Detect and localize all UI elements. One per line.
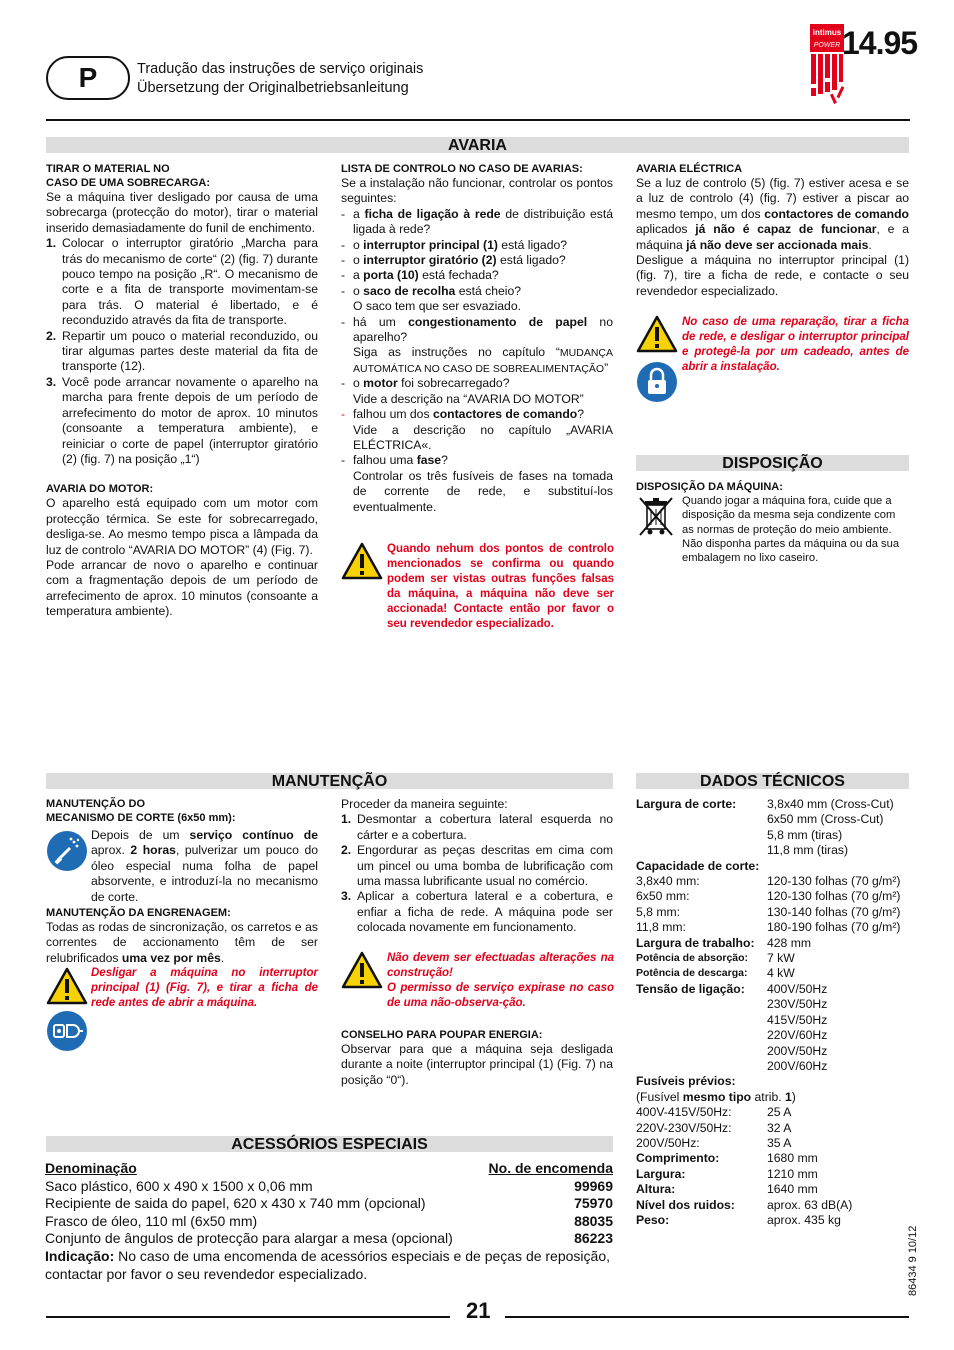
brand-sub-text: POWER bbox=[813, 42, 841, 49]
manutencao-column-2 bbox=[341, 797, 613, 936]
manutencao-engrenagem bbox=[46, 906, 318, 966]
heading-sobrecarga-2: CASO DE UMA SOBRECARGA: bbox=[46, 177, 210, 189]
list-item: 3. Aplicar a cobertura lateral e a cobertura, e enfiar a ficha de rede. A máquina pode ser colocada novamente em funcionamento. bbox=[341, 889, 613, 935]
checklist-item: - há um congestionamento de papel no aparelho? Siga as instruções no capítulo “MUDANÇA AUTOMÁTICA NO CASO DE SOBREALIMENTAÇÃO” bbox=[341, 314, 613, 375]
list-item: 2. Engordurar as peças descritas em cima com um pincel ou uma bomba de lubrificação com uma massa lubrificante usual no comércio. bbox=[341, 843, 613, 889]
avaria-warning-text: Quando nehum dos pontos de controlo mencionados se confirma ou quando podem ser vistas outras funções falsas da máquina, a máquina não deve ser accionada! Contacte então por favor o seu revendedor especializado. bbox=[387, 543, 614, 630]
item-text: Você pode arrancar novamente o aparelho na marcha para frente depois de um período de arrefecimento do motor de aprox. 10 minutos (consoante a temperatura ambiente), e reiniciar o corte de papel (interruptor giratório (2) (fig. 7) na posição „1“) bbox=[62, 374, 318, 466]
column-header: No. de encomenda bbox=[488, 1160, 613, 1176]
heading-sobrecarga: TIRAR O MATERIAL NO bbox=[46, 163, 170, 175]
list-item: 1. Desmontar a cobertura lateral esquerda no cárter e a cobertura. bbox=[341, 812, 613, 842]
section-bar-avaria: AVARIA bbox=[46, 137, 909, 153]
spec-row: Altura: 1640 mm bbox=[636, 1182, 818, 1197]
header-text bbox=[137, 60, 423, 98]
table-row: Saco plástico, 600 x 490 x 1500 x 0,06 mm 99969 bbox=[45, 1177, 613, 1194]
manutencao-corte-text: Depois de um serviço contínuo de aprox. 2 horas, pulverizar um pouco do óleo especial numa folha de papel absorvente, e introduzí-la no mecanismo de corte. bbox=[91, 828, 318, 904]
warning-icon bbox=[341, 951, 383, 993]
language-badge: P bbox=[46, 56, 130, 100]
footer-rule-left bbox=[46, 1316, 450, 1318]
electrical-warning-text: No caso de uma reparação, tirar a ficha de rede, e desligar o interruptor principal e protegê-la por um cadeado, antes de abrir a instalação. bbox=[682, 316, 909, 373]
avaria-column-3 bbox=[636, 162, 909, 299]
heading-avaria-electrica: AVARIA ELÉCTRICA bbox=[636, 163, 743, 175]
list-item bbox=[46, 329, 318, 375]
table-row: Frasco de óleo, 110 ml (6x50 mm) 88035 bbox=[45, 1212, 613, 1229]
item-number: 1. bbox=[46, 236, 57, 251]
spec-row: Comprimento: 1680 mm bbox=[636, 1151, 818, 1166]
checklist-item: - a porta (10) está fechada? bbox=[341, 268, 499, 283]
section-bar-acessorios: ACESSÓRIOS ESPECIAIS bbox=[46, 1136, 613, 1152]
item-text: Colocar o interruptor giratório „Marcha para trás do mecanismo de corte“ (2) (fig. 7) durante pouco tempo na posição „R“. O mecanismo de corte e a fita de transporte movimentam-se para trás. O material é libertado, e é reconduzido através da fita de transporte. bbox=[62, 236, 318, 328]
checklist-item: - falhou uma fase? Controlar os três fusíveis de fases na tomada de corrente de rede, e substituí-los eventualmente. bbox=[341, 453, 613, 514]
header-rule bbox=[46, 119, 910, 121]
spec-row: 220V-230V/50Hz: 32 A bbox=[636, 1120, 792, 1135]
spec-row: 3,8x40 mm: 120-130 folhas (70 g/m²) bbox=[636, 874, 901, 889]
spec-label: Fusíveis prévios: bbox=[636, 1074, 736, 1089]
heading-manutencao-corte-2: MECANISMO DE CORTE (6x50 mm): bbox=[46, 812, 236, 824]
intimus-logo bbox=[810, 24, 844, 108]
checklist-item: - a ficha de ligação à rede de distribuição está ligada à rede? bbox=[341, 206, 613, 237]
unplug-icon bbox=[46, 1010, 88, 1056]
page-number: 21 bbox=[466, 1298, 491, 1323]
paragraph: Todas as rodas de sincronização, os carretos e as correntes de accionamento têm de ser relubrificados uma vez por mês. bbox=[46, 920, 318, 965]
checklist-item: - o interruptor giratório (2) está ligado? bbox=[341, 253, 566, 268]
list-item bbox=[46, 375, 318, 467]
heading-lista-controlo: LISTA DE CONTROLO NO CASO DE AVARIAS: bbox=[341, 163, 583, 175]
heading-disposicao-maquina: DISPOSIÇÃO DA MÁQUINA: bbox=[636, 481, 783, 493]
spec-row: Largura de corte: 3,8x40 mm (Cross-Cut) 6x50 mm (Cross-Cut) 5,8 mm (tiras) 11,8 mm (tiras) bbox=[636, 797, 894, 858]
item-number: 2. bbox=[46, 328, 57, 343]
avaria-column-1 bbox=[46, 162, 318, 620]
paragraph: Desligue a máquina no interruptor principal (1) (fig. 7), tire a ficha de rede, e contacte o seu revendedor especializado. bbox=[636, 253, 909, 298]
section-bar-dados: DADOS TÉCNICOS bbox=[636, 773, 909, 789]
spec-row: 200V/50Hz: 35 A bbox=[636, 1135, 792, 1150]
spec-row: Largura: 1210 mm bbox=[636, 1166, 818, 1181]
heading-poupar-energia: CONSELHO PARA POUPAR ENERGIA: bbox=[341, 1029, 543, 1041]
footer-rule-right bbox=[505, 1316, 909, 1318]
paragraph: O aparelho está equipado com um motor com protecção térmica. Se este for sobrecarregado, desliga-se. Ao mesmo tempo pisca a lâmpada da luz de controlo “AVARIA DO MOTOR” (4) (Fig. 7). bbox=[46, 496, 318, 557]
column-header: Denominação bbox=[45, 1160, 137, 1176]
paragraph: Se a instalação não funcionar, controlar os pontos seguintes: bbox=[341, 176, 613, 206]
paragraph: Se a luz de controlo (5) (fig. 7) estiver acesa e se a luz de controlo (4) (fig. 7) estiver a piscar ao mesmo tempo, um dos contactores de comando aplicados já não é capaz de funcionar, e a máquina já não deve ser accionada mais. bbox=[636, 176, 909, 252]
avaria-column-2 bbox=[341, 162, 613, 515]
header-line-1: Tradução das instruções de serviço originais bbox=[137, 61, 424, 77]
spec-label: Capacidade de corte: bbox=[636, 858, 760, 873]
spec-row: Nível dos ruidos: aprox. 63 dB(A) bbox=[636, 1197, 853, 1212]
warning-icon bbox=[636, 315, 678, 357]
paragraph: Observar para que a máquina seja desligada durante a noite (interruptor principal (1) (Fig. 7) na posição “0“). bbox=[341, 1042, 613, 1087]
spec-row: 11,8 mm: 180-190 folhas (70 g/m²) bbox=[636, 920, 901, 935]
section-bar-manutencao: MANUTENÇÃO bbox=[46, 773, 613, 789]
spec-note: (Fusível mesmo tipo atrib. 1) bbox=[636, 1089, 796, 1104]
paragraph: Proceder da maneira seguinte: bbox=[341, 797, 508, 811]
dados-tecnicos bbox=[636, 797, 909, 1228]
spec-row: 6x50 mm: 120-130 folhas (70 g/m²) bbox=[636, 889, 901, 904]
heading-avaria-motor: AVARIA DO MOTOR: bbox=[46, 483, 154, 496]
spec-row: Potência de descarga: 4 kW bbox=[636, 966, 795, 981]
paragraph: Pode arrancar de novo o aparelho e continuar com a fragmentação depois de um período de arrefecimento de aprox. 10 minutos (consoante a temperatura ambiente). bbox=[46, 557, 318, 619]
heading-manutencao-corte: MANUTENÇÃO DO bbox=[46, 798, 145, 810]
list-item bbox=[46, 236, 318, 328]
oil-spray-icon bbox=[46, 830, 88, 876]
item-text: Repartir um pouco o material reconduzido, ou tirar algumas partes deste material da fita de transporte (12). bbox=[62, 328, 318, 374]
manutencao-warning-text: Desligar a máquina no interruptor principal (1) (Fig. 7), e tirar a ficha de rede antes de abrir a máquina. bbox=[91, 967, 318, 1009]
disposicao-block bbox=[636, 480, 909, 494]
spec-row: Potência de absorção: 7 kW bbox=[636, 951, 795, 966]
document-code: 86434 9 10/12 bbox=[907, 1225, 919, 1296]
acessorios-note: Indicação: No caso de uma encomenda de acessórios especiais e de peças de reposição, contactar por favor o seu revendedor especializado. bbox=[45, 1248, 610, 1282]
table-row: Recipiente de saida do papel, 620 x 430 x 740 mm (opcional) 75970 bbox=[45, 1195, 613, 1211]
padlock-icon bbox=[636, 361, 678, 407]
warning-icon bbox=[46, 967, 88, 1009]
model-number: 14.95 bbox=[842, 25, 918, 61]
heading-manutencao-engrenagem: MANUTENÇÃO DA ENGRENAGEM: bbox=[46, 907, 231, 919]
spec-row: Largura de trabalho: 428 mm bbox=[636, 935, 812, 950]
table-row: Conjunto de ângulos de protecção para alargar a mesa (opcional) 86223 bbox=[45, 1230, 613, 1246]
header-line-2: Übersetzung der Originalbetriebsanleitung bbox=[137, 80, 409, 96]
spec-row: 400V-415V/50Hz: 25 A bbox=[636, 1105, 792, 1120]
spec-row: Peso: aprox. 435 kg bbox=[636, 1212, 841, 1227]
disposicao-text: Quando jogar a máquina fora, cuide que a disposição da mesma seja condizente com as normas de proteção do meio ambiente. Não disponha partes da máquina ou da sua embalagem no lixo caseiro. bbox=[682, 495, 900, 565]
spec-row: 5,8 mm: 130-140 folhas (70 g/m²) bbox=[636, 904, 901, 919]
paragraph: Se a máquina tiver desligado por causa de uma sobrecarga (protecção do motor), tirar o material inserido demasiadamente do funil de enchimento. bbox=[46, 190, 318, 235]
brand-text: intimus bbox=[812, 28, 842, 37]
checklist-item: - o interruptor principal (1) está ligado? bbox=[341, 237, 568, 252]
manutencao-column-1 bbox=[46, 797, 318, 825]
section-bar-disposicao: DISPOSIÇÃO bbox=[636, 455, 909, 471]
checklist-item: - falhou um dos contactores de comando? Vide a descrição no capítulo „AVARIA ELÉCTRICA«. bbox=[341, 407, 613, 452]
item-number: 3. bbox=[46, 374, 57, 389]
table-header-row bbox=[45, 1160, 613, 1178]
acessorios-table bbox=[45, 1160, 613, 1248]
spec-row: Tensão de ligação: 400V/50Hz 230V/50Hz 415V/50Hz 220V/60Hz 200V/50Hz 200V/60Hz bbox=[636, 981, 828, 1073]
alteracoes-warning-text: Não devem ser efectuadas alterações na construção! O permisso de serviço expirase no caso de uma não-observa-ção. bbox=[387, 952, 614, 1009]
crossed-bin-icon bbox=[636, 495, 676, 543]
checklist-item: - o saco de recolha está cheio? O saco tem que ser esvaziado. bbox=[341, 283, 522, 314]
checklist-item: - o motor foi sobrecarregado? Vide a descrição na “AVARIA DO MOTOR” bbox=[341, 376, 584, 406]
energia-block bbox=[341, 1028, 613, 1088]
warning-icon bbox=[341, 542, 383, 584]
